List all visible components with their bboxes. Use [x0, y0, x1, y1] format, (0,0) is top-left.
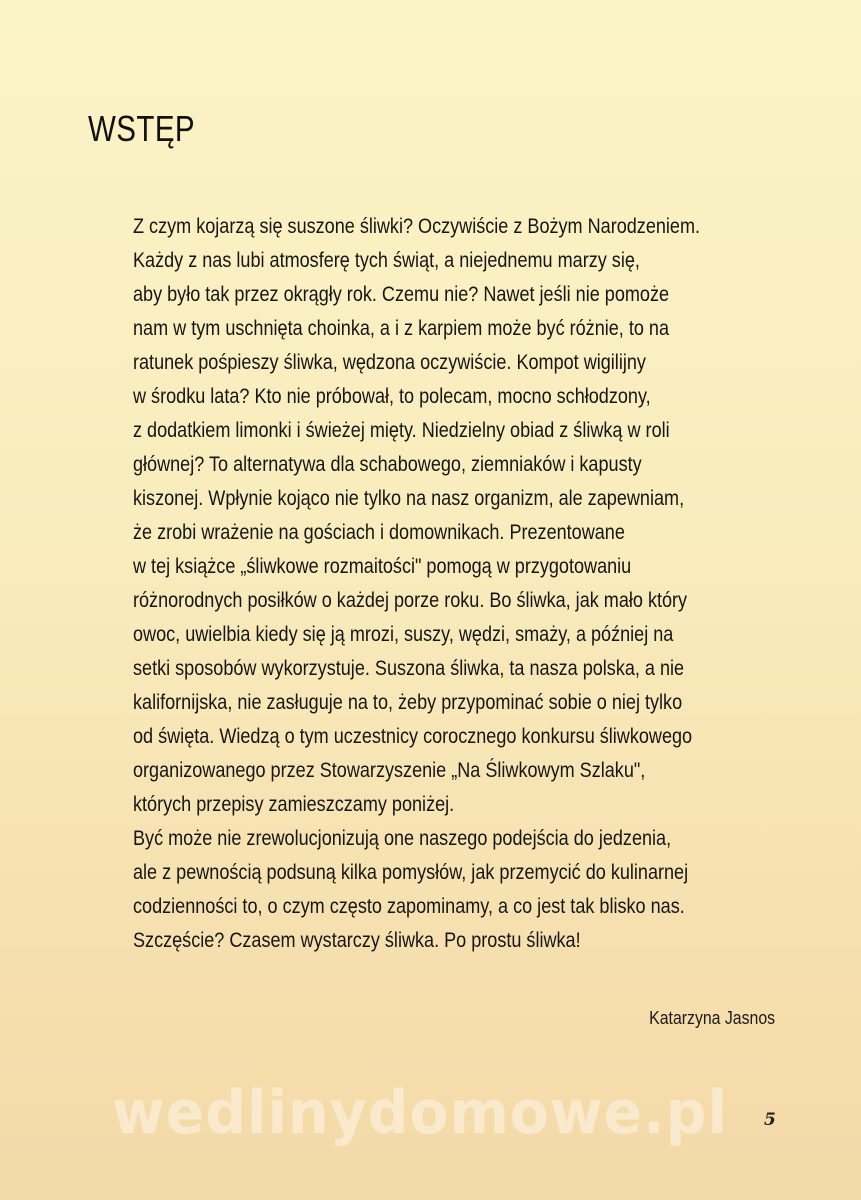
- text-line: Z czym kojarzą się suszone śliwki? Oczywiście z Bożym Narodzeniem.: [133, 215, 701, 238]
- page-number: 5: [764, 1110, 776, 1130]
- text-line: Szczęście? Czasem wystarczy śliwka. Po prostu śliwka!: [133, 929, 581, 952]
- author-signature: Katarzyna Jasnos: [649, 1008, 775, 1028]
- text-line: różnorodnych posiłków o każdej porze roku. Bo śliwka, jak mało który: [133, 589, 688, 612]
- text-line: codzienności to, o czym często zapominamy, a co jest tak blisko nas.: [133, 895, 685, 918]
- text-line: z dodatkiem limonki i świeżej mięty. Niedzielny obiad z śliwką w roli: [133, 419, 670, 442]
- text-line: Każdy z nas lubi atmosferę tych świąt, a niejednemu marzy się,: [133, 249, 640, 272]
- text-line: nam w tym uschnięta choinka, a i z karpiem może być różnie, to na: [133, 317, 670, 340]
- text-line: ale z pewnością podsuną kilka pomysłów, jak przemycić do kulinarnej: [133, 861, 689, 884]
- text-line: owoc, uwielbia kiedy się ją mrozi, suszy, wędzi, smaży, a później na: [133, 623, 674, 646]
- text-line: głównej? To alternatywa dla schabowego, ziemniaków i kapusty: [133, 453, 642, 476]
- text-line: w środku lata? Kto nie próbował, to polecam, mocno schłodzony,: [133, 385, 651, 408]
- text-line: w tej książce „śliwkowe rozmaitości" pomogą w przygotowaniu: [133, 555, 632, 578]
- text-line: setki sposobów wykorzystuje. Suszona śliwka, ta nasza polska, a nie: [133, 657, 685, 680]
- introduction-text: [133, 210, 833, 958]
- text-line: aby było tak przez okrągły rok. Czemu nie? Nawet jeśli nie pomoże: [133, 283, 670, 306]
- text-line: których przepisy zamieszczamy poniżej.: [133, 793, 455, 816]
- text-line: kiszonej. Wpłynie kojąco nie tylko na nasz organizm, ale zapewniam,: [133, 487, 685, 510]
- text-line: od święta. Wiedzą o tym uczestnicy corocznego konkursu śliwkowego: [133, 725, 693, 748]
- text-line: że zrobi wrażenie na gościach i domownikach. Prezentowane: [133, 521, 625, 544]
- text-line: organizowanego przez Stowarzyszenie „Na Śliwkowym Szlaku",: [133, 759, 646, 782]
- text-line: kalifornijska, nie zasługuje na to, żeby przypominać sobie o niej tylko: [133, 691, 683, 714]
- text-line: Być może nie zrewolucjonizują one naszego podejścia do jedzenia,: [133, 827, 672, 850]
- watermark: wedlinydomowe.pl: [112, 1078, 728, 1148]
- text-line: ratunek pośpieszy śliwka, wędzona oczywiście. Kompot wigilijny: [133, 351, 646, 374]
- page-heading: WSTĘP: [88, 108, 196, 149]
